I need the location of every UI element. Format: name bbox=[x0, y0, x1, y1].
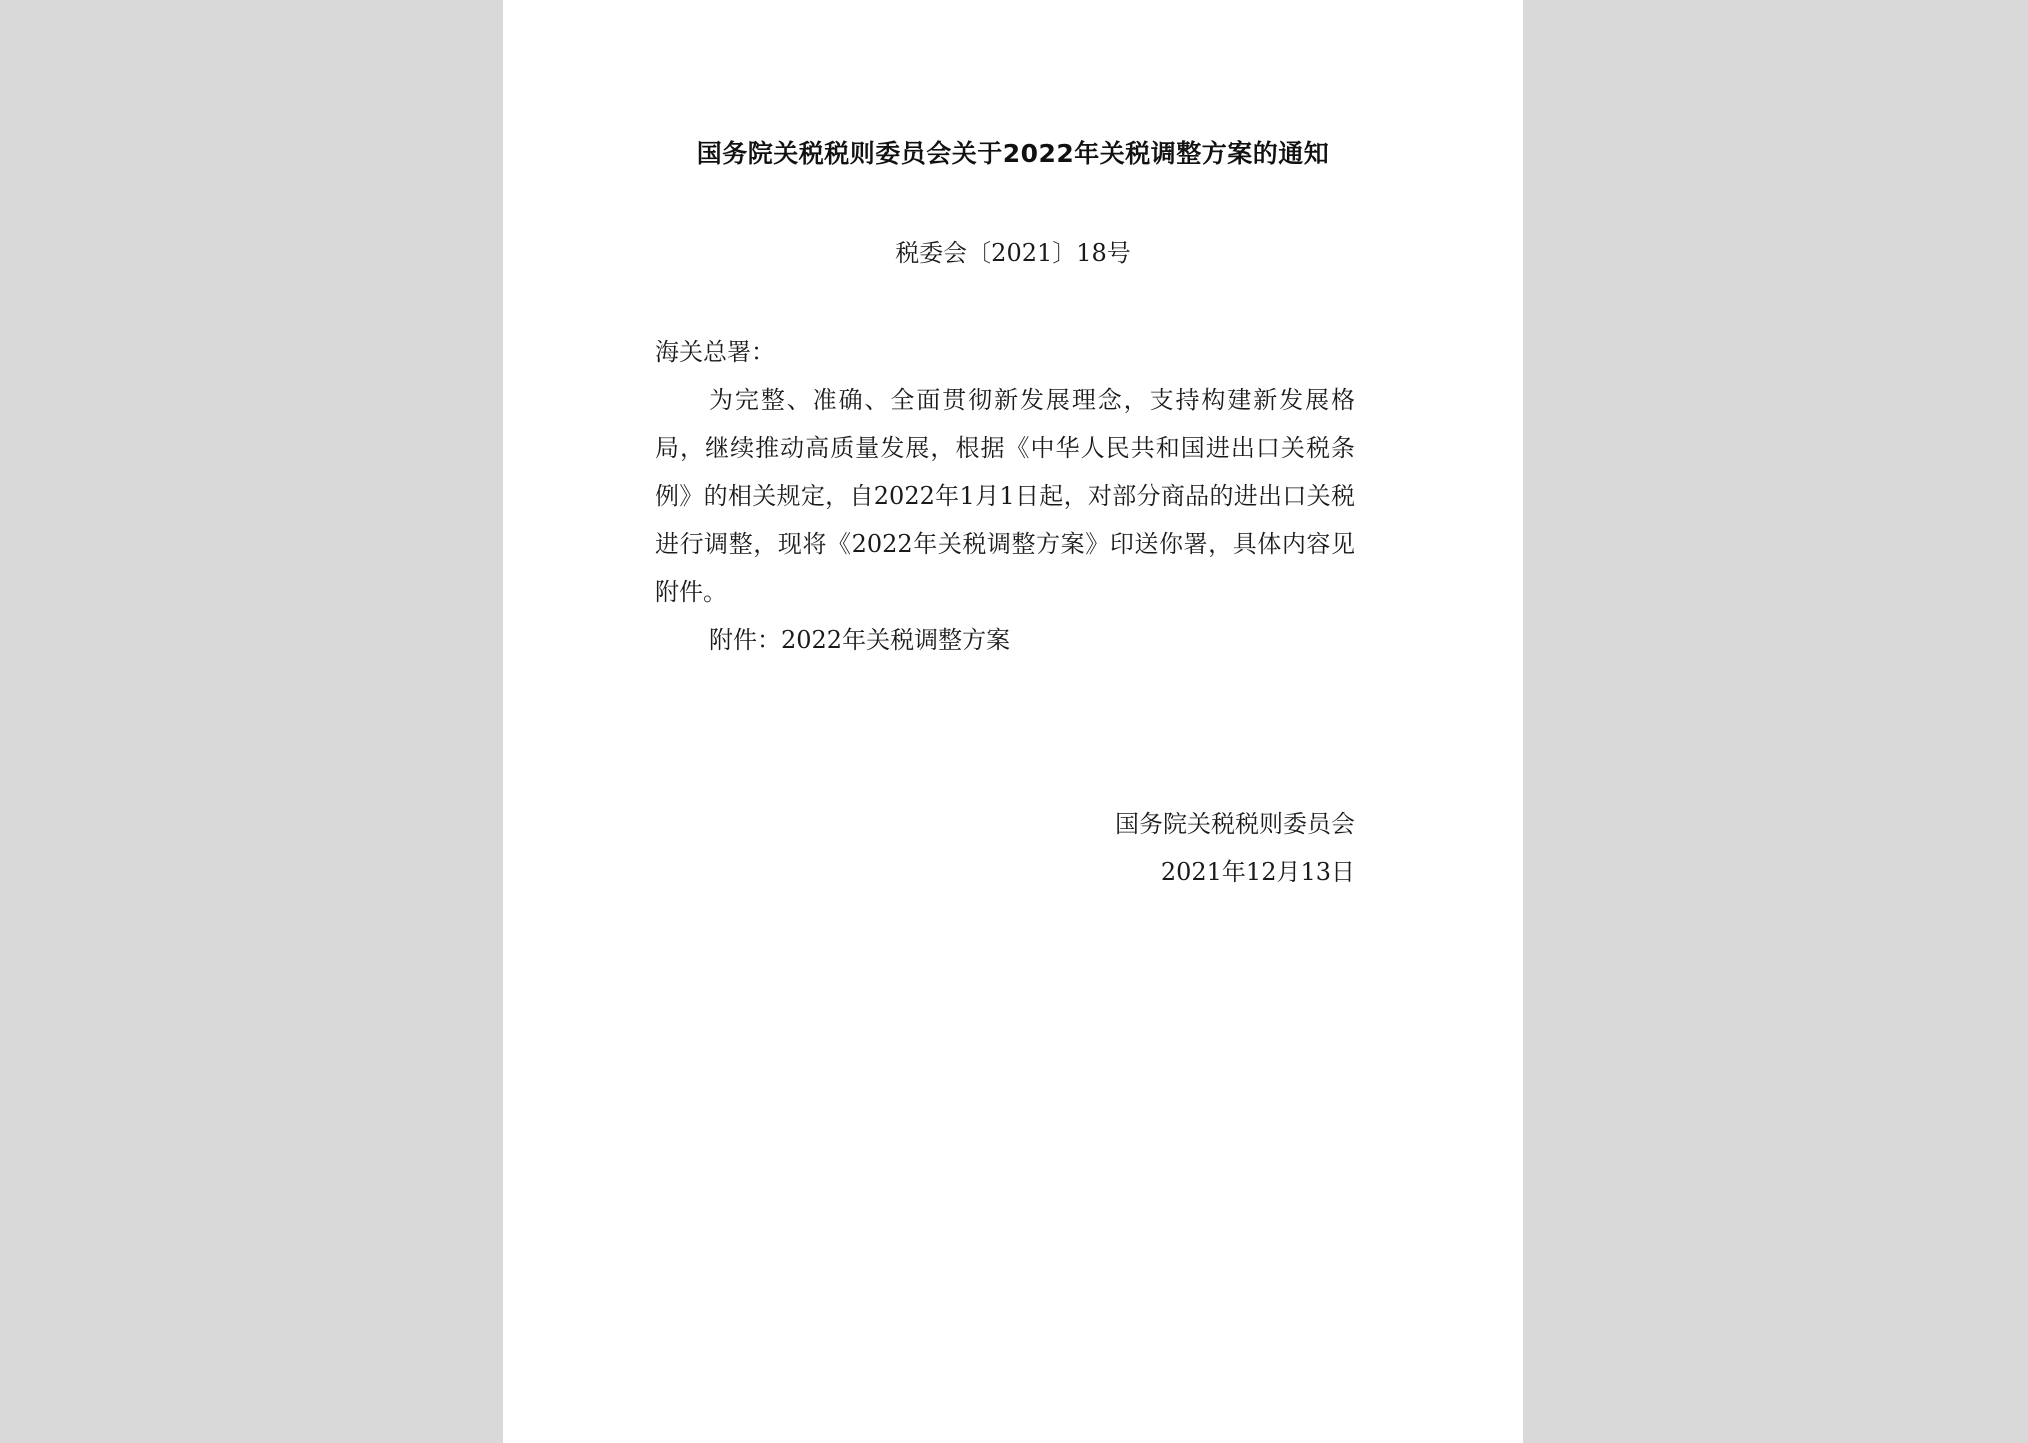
main-paragraph: 为完整、准确、全面贯彻新发展理念，支持构建新发展格局，继续推动高质量发展，根据《中华人民共和国进出口关税条例》的相关规定，自2022年1月1日起，对部分商品的进出口关税进行调整，现将《2022年关税调整方案》印送你署，具体内容见附件。 bbox=[655, 386, 1355, 606]
issuer-name: 国务院关税税则委员会 bbox=[1115, 810, 1355, 838]
document-number: 税委会〔2021〕18号 bbox=[895, 239, 1131, 267]
salutation: 海关总署： bbox=[655, 338, 775, 366]
document-body bbox=[655, 328, 1355, 664]
attachment-line: 附件：2022年关税调整方案 bbox=[709, 626, 1011, 654]
document-page bbox=[503, 0, 1523, 1443]
issue-date: 2021年12月13日 bbox=[1160, 858, 1355, 886]
signature-block bbox=[655, 800, 1355, 896]
document-title: 国务院关税税则委员会关于2022年关税调整方案的通知 bbox=[696, 139, 1330, 168]
